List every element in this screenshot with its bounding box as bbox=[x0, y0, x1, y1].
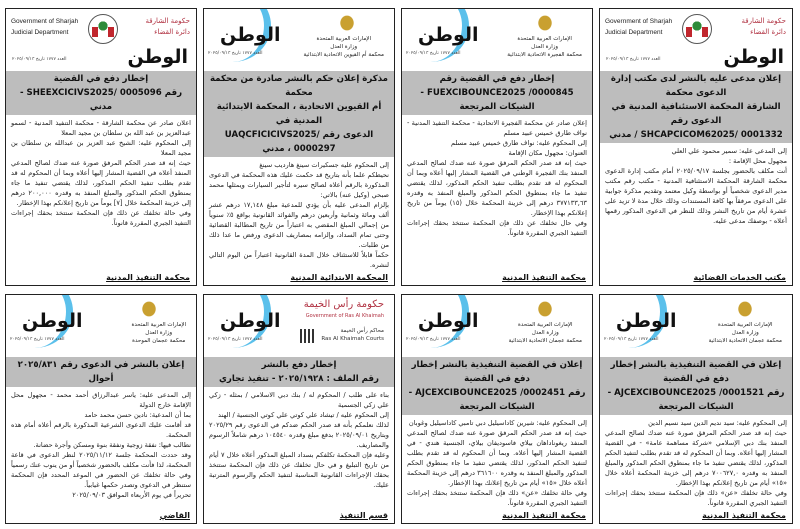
issue-date: العدد ١٧٧٧ تاريخ ٢٠٢٥/٠٩/١٣ bbox=[606, 57, 661, 62]
notice-paragraph: حيث إنه قد صدر الحكم المرفق صورة عنه ضدك لصالح المدعي المنفذ ريغوناداهان بيلاي فاسوديفان بيلاي، الجنسية هندي - في القضية المشار إليها أعلاه. وبما أن المحكوم له قد تقدم بطلب لتنفيذ الحكم المذكور، لذلك يقتضي تنفيذ ما جاء بمنطوق الحكم المذكور والمبلغ المنفذ به وقدره ٣٦١٦٠٠ درهم إلى خزينة المحكمة أعلاه خلال «١٥» أيام من تاريخ إعلانك بهذا الإخطار. bbox=[407, 429, 587, 487]
notice-paragraph: قد أقامت عليك الدعوى الشرعية المذكورة بالرقم أعلاه أمام هذه المحكمة. bbox=[11, 421, 191, 439]
notice-signature: قسم التنفيذ bbox=[339, 511, 388, 520]
newspaper-logo: الوطن bbox=[220, 310, 281, 332]
ministry-line: محكمة عجمان الاتحادية الابتدائية bbox=[508, 338, 582, 344]
uae-emblem-icon bbox=[140, 299, 158, 319]
newspaper-logo: الوطن bbox=[127, 46, 188, 68]
gov-en-line: Judicial Department bbox=[605, 29, 663, 36]
notice-header bbox=[6, 295, 196, 357]
notice-paragraph: إلى المدعى عليه: سمير محمود علي العلي bbox=[671, 147, 787, 155]
notice-title bbox=[600, 71, 792, 143]
ministry-line: وزارة العدل bbox=[531, 44, 559, 50]
notice-body bbox=[600, 143, 792, 226]
ministry-line: الإمارات العربية المتحدة bbox=[517, 36, 572, 42]
ministry-name bbox=[303, 35, 384, 59]
notice-title-line: إعلان في القضية التنفيذية بالنشر إخطار دفع في القضية bbox=[610, 360, 782, 384]
ministry-name bbox=[507, 35, 582, 59]
notice-signature: محكمة التنفيذ المدنية bbox=[106, 273, 190, 282]
notice-title-line: مذكرة إعلان حكم بالنشر صادرة من محكمة محكمة bbox=[209, 74, 389, 98]
notice-paragraph: اعلان صادر عن محكمة الشارقة - محكمة التنفيذ المدنية - لسمو عبدالعزيز بن عبد الله بن سلطان بن مجيد المعلا bbox=[11, 119, 191, 137]
uae-emblem-icon bbox=[338, 13, 356, 33]
government-name-en bbox=[605, 16, 672, 38]
notice-card bbox=[401, 8, 593, 286]
sharjah-emblem-icon bbox=[682, 14, 712, 44]
notice-paragraph: وفي حالة تخلفك «عن» ذلك فإن المحكمة ستتخذ بحقك إجراءات التنفيذ الجبري المقررة قانوناً. bbox=[407, 489, 587, 507]
notice-title-line: إعلان بالنشر في الدعوى رقم ٢٠٢٥/٨٣١ أحوال bbox=[17, 360, 185, 384]
notice-body bbox=[204, 157, 394, 270]
sharjah-emblem-icon bbox=[88, 14, 118, 44]
notice-title-line: رقم AJCEXCIBOUNCE2025 /0002451 - الشيكات المرتجعة bbox=[408, 388, 586, 412]
gov-ar-line: حكومة الشارقة bbox=[145, 17, 190, 25]
gov-en-line: Judicial Department bbox=[11, 29, 69, 36]
notice-title bbox=[402, 357, 592, 415]
notice-signature: محكمة التنفيذ المدنية bbox=[502, 273, 586, 282]
notice-paragraph: مجهول محل الإقامة : bbox=[728, 157, 787, 165]
notice-paragraph: وفي حال تخلفك عن ذلك فإن المحكمة ستتخذ بحقك إجراءات التنفيذ الجبري المقررة قانوناً. bbox=[407, 219, 587, 237]
notice-paragraph: وفي حالة تخلفك عن ذلك فإن المحكمة ستتخذ بحقك إجراءات التنفيذ الجبري المقررة قانوناً. bbox=[11, 209, 191, 227]
notice-header bbox=[402, 9, 592, 71]
notice-header bbox=[600, 295, 792, 357]
ministry-line: الإمارات العربية المتحدة bbox=[718, 322, 773, 328]
notice-body bbox=[600, 415, 792, 508]
notice-title-line: إعلان مدعى عليه بالنشر لدى مكتب إدارة الدعوى محكمة bbox=[610, 74, 782, 98]
notice-title bbox=[204, 71, 394, 157]
issue-date: العدد ١٧٧٧ تاريخ ٢٠٢٥/٠٩/١٣ bbox=[604, 337, 659, 342]
ministry-line: وزارة العدل bbox=[531, 330, 559, 336]
rak-courts-name bbox=[321, 327, 384, 343]
notice-title bbox=[6, 357, 196, 387]
notice-paragraph: وفي حالة تخلفك «عن» ذلك فإن المحكمة ستتخذ بحقك إجراءات التنفيذ الجبري المقررة قانوناً. bbox=[605, 489, 787, 507]
issue-date: العدد ١٧٧٧ تاريخ ٢٠٢٥/٠٩/١٣ bbox=[208, 337, 263, 342]
notice-title-line: الدعوى رقم UAQCFICICIVS2025/ 0000297 ، مدني bbox=[224, 130, 374, 154]
notice-body bbox=[6, 387, 196, 500]
ministry-line: وزارة العدل bbox=[330, 44, 358, 50]
notice-title bbox=[204, 357, 394, 387]
notice-card bbox=[5, 294, 197, 524]
notice-paragraph: بناء على طلب / المحكوم له / بنك دبي الاسلامي / بمثله - زكي علي زكي الجسمية bbox=[209, 391, 389, 409]
courts-pillars-icon bbox=[300, 329, 314, 343]
issue-date: العدد ١٧٧٧ تاريخ ٢٠٢٥/٠٩/١٣ bbox=[208, 51, 263, 56]
ministry-name bbox=[131, 321, 186, 345]
notice-paragraph: وقد حددت المحكمة جلسة ٢٠٢٥/١١/١٢ لنظر الدعوى في قاعة المحكمة، لذا فأنت مكلف بالحضور شخصياً أو من ينوب عنك رسمياً وفي حالة تخلفك عن الحضور في الموعد المحدد فإن المحكمة ستنظر في الدعوى وتصدر حكمها غيابياً. bbox=[11, 451, 192, 489]
notice-signature: محكمة التنفيذ المدنية bbox=[702, 511, 786, 520]
notice-body bbox=[402, 415, 592, 508]
notice-paragraph: إلى المحكوم عليه جسكيرات سينغ هارديب سينغ bbox=[259, 161, 389, 169]
ministry-name bbox=[509, 321, 582, 345]
notice-title-line: إخطار دفع في القضية bbox=[53, 74, 149, 84]
notice-title-line: FUEXCIBOUNCE2025 /0000845 - الشيكات المرتجعة bbox=[420, 88, 574, 112]
issue-date: العدد ١٧٧٧ تاريخ ٢٠٢٥/٠٩/١٣ bbox=[406, 51, 461, 56]
flag-icon bbox=[702, 27, 708, 37]
newspaper-logo: الوطن bbox=[418, 310, 479, 332]
notice-paragraph: بما أن المدعية: نادين حسن محمد حامد bbox=[84, 411, 191, 419]
notice-title-line: رقم AJCEXCIBOUNCE2025 /0001521 - الشيكات المرتجعة bbox=[607, 388, 785, 412]
notice-paragraph: حيث إنه قد صدر الحكم المرفق صورة عنه ضدك لصالح المدعي المنفذ بنك دبي الإسلامي «شركة مساهمة عامة» - في القضية المشار إليها أعلاه. وبما أن المحكوم له قد تقدم بطلب لتنفيذ الحكم المذكور، لذلك يقتضي تنفيذ ما جاء بمنطوق الحكم المذكور والمبلغ المنفذ به وقدره ٧٠٠٦٢٧,٠ درهم إلى خزينة المحكمة أعلاه خلال «١٥» أيام من تاريخ إعلانكم بهذا الإخطار. bbox=[605, 429, 787, 487]
newspaper-logo: الوطن bbox=[418, 24, 479, 46]
issue-date: العدد ١٧٧٧ تاريخ ٢٠٢٥/٠٩/١٣ bbox=[10, 337, 65, 342]
notice-title-line: أم القيوين الاتحادية ، المحكمة الابتدائية المدنية في bbox=[216, 102, 382, 126]
notice-title-line: إخطار دفع في القضية رقم bbox=[439, 74, 555, 84]
flag-icon bbox=[92, 27, 98, 37]
ministry-line: وزارة العدل bbox=[145, 330, 173, 336]
ministry-line: الإمارات العربية المتحدة bbox=[316, 36, 371, 42]
notice-paragraph: أنت مكلف بالحضور بجلسة ٢٠٢٥/٠٩/١٧ أمام مكتب إدارة الدعوى محكمة الشارقة المحكمة الاستئنافية المدنية - مكتب رقم مكتب مدير الدعوى شخصياً أو بواسطة وكيل معتمد وتقديم مذكرة جوابية على الدعوى مرفقاً بها كافة المستندات وذلك خلال مدة لا تزيد على عشرة أيام من تاريخ النشر وذلك للنظر في الدعوى المذكور رقمها أعلاه - بوصفك مدعى عليه. bbox=[605, 167, 787, 225]
notice-title-line: إخطار دفع بالنشر bbox=[261, 360, 337, 370]
flag-icon bbox=[686, 27, 692, 37]
notice-paragraph: وعليه فإن المحكمة تكلفكم بسداد المبلغ المذكور أعلاه خلال ٧ أيام من تاريخ التبليغ و في حال تخلفك عن ذلك فإن المحكمة ستتخذ بحقك الإجراءات القانونية المناسبة لتنفيذ الحكم والرسوم المترتبة عليك. bbox=[209, 451, 389, 489]
newspaper-logo: الوطن bbox=[220, 24, 281, 46]
notice-title-line: إعلان في القضية التنفيذية بالنشر إخطار دفع في القضية bbox=[411, 360, 583, 384]
notice-card bbox=[599, 8, 793, 286]
notice-title-line: SHCAPCICOM62025/ 0001332 / مدني bbox=[609, 130, 783, 140]
rak-courts-line: محاكم رأس الخيمة bbox=[340, 328, 384, 334]
notice-paragraph: إلى المدعى عليه: ياسر عبدالرزاق أحمد محمد - مجهول محل الإقامة خارج الدولة bbox=[11, 391, 191, 409]
notice-paragraph: إلى المحكوم عليه: الشيخ عبد العزيز بن عبدالله بن سلطان بن مجيد المعلا bbox=[11, 139, 191, 157]
ministry-line: محكمة أم القيوين الاتحادية الابتدائية bbox=[303, 52, 384, 58]
notice-paragraph: لذلك نعلمكم بأنه قد صدر الحكم ضدكم في الدعوى رقم ٢٠٢٥/٢٩ وبتاريخ ٢٠٢٥/٠٩/٠١ بدفع مبلغ وقدره ١٠٤٥٤٠ درهم شاملاً الرسوم والمصاريف. bbox=[209, 421, 389, 449]
ministry-line: محكمة عجمان الاتحادية الابتدائية bbox=[708, 338, 782, 344]
notice-paragraph: تحريراً في يوم الأربعاء الموافق ٢٠٢٥/٠٩/٠٣ bbox=[72, 491, 191, 499]
notice-signature: مكتب الخدمات القضائية bbox=[693, 273, 786, 282]
notice-signature: المحكمة الابتدائية المدنية bbox=[290, 273, 388, 282]
notice-body bbox=[402, 115, 592, 238]
newspaper-logo: الوطن bbox=[616, 310, 677, 332]
uae-emblem-icon bbox=[536, 299, 554, 319]
flag-icon bbox=[108, 27, 114, 37]
rak-government-ar: حكومة رأس الخيمة bbox=[303, 299, 384, 310]
uae-emblem-icon bbox=[536, 13, 554, 33]
ministry-line: محكمة عجمان الموحدة bbox=[132, 338, 186, 344]
notice-paragraph: إلى المحكوم عليه / تيشاد علي كوتي علي كوتي الجنسية / الهند bbox=[218, 411, 389, 419]
ministry-line: الإمارات العربية المتحدة bbox=[518, 322, 573, 328]
notice-signature: القاضي bbox=[159, 511, 190, 520]
notice-paragraph: نحيطكم علما بأنه بتاريخ قد حكمت عليك هذه المحكمة في الدعوى المذكورة بالرقم أعلاه لصالح سيره لتأجير السيارات ويمثلها محمد صبحي (وكيل عنه) بالاتي: bbox=[209, 171, 389, 199]
notice-body bbox=[204, 387, 394, 490]
gov-ar-line: حكومة الشارقة bbox=[741, 17, 786, 25]
rak-government-en: Government of Ras Al Khaimah bbox=[305, 313, 384, 319]
notice-paragraph: إعلان صادر عن محكمة الفجيرة الاتحادية - محكمة التنفيذ المدنية - نواف طارق خميس عبيد مسلم bbox=[407, 119, 587, 137]
notice-paragraph: إلى المحكوم عليه: سيد نديم الدين سيد نسيم الدين bbox=[648, 419, 787, 427]
government-name-ar bbox=[146, 16, 190, 38]
government-name-ar bbox=[742, 16, 786, 38]
notice-card bbox=[5, 8, 197, 286]
issue-date: العدد ١٧٧٧ تاريخ ٢٠٢٥/٠٩/١٣ bbox=[12, 57, 67, 62]
ministry-line: وزارة العدل bbox=[731, 330, 759, 336]
notice-paragraph: نطالب فيها: نفقة زوجية ونفقة بنوة ومسكن وأجرة حضانة. bbox=[33, 441, 191, 449]
notice-signature: محكمة التنفيذ المدنية bbox=[502, 511, 586, 520]
notice-paragraph: حيث إنه قد صدر الحكم المرفق صورة عنه ضدك لصالح المدعي المنفذ بنك الفجيرة الوطني في القضية المشار إليها أعلاه وبما أن المحكوم له قد تقدم بطلب تنفيذ الحكم المذكور، لذلك يقتضي تنفيذ ما جاء بمنطوق الحكم المذكور والمبلغ المنفذ به وقدره ٣٧٧١٣٣,٦٣ درهم إلى خزينة المحكمة خلال (١٥) يوماً من تاريخ إعلانكم بهذا الإخطار. bbox=[407, 159, 587, 217]
notice-card bbox=[599, 294, 793, 524]
notice-header bbox=[402, 295, 592, 357]
notice-card bbox=[203, 294, 395, 524]
notice-paragraph: العنوان: مجهول مكان الإقامة bbox=[508, 149, 587, 157]
notice-title-line: رقم SHEEXCICIVS2025/ 0005096 - مدني bbox=[19, 88, 183, 112]
notice-title bbox=[6, 71, 196, 115]
uae-emblem-icon bbox=[736, 299, 754, 319]
notice-header bbox=[600, 9, 792, 71]
newspaper-logo: الوطن bbox=[723, 46, 784, 68]
notice-paragraph: إلى المحكوم عليه: شيرين كاداسيليل دبي تامبي كاداسيليل وغوبان bbox=[408, 419, 587, 427]
notice-title-line: رقم الملف : ٢٠٢٥/١٩٢٨ - تنفيذ تجاري bbox=[219, 374, 379, 384]
gov-ar-line: دائرة القضاء bbox=[154, 28, 190, 36]
issue-date: العدد ١٧٧٧ تاريخ ٢٠٢٥/٠٩/١٣ bbox=[406, 337, 461, 342]
rak-courts-line: Ras Al Khaimah Courts bbox=[321, 336, 384, 342]
newspaper-logo: الوطن bbox=[22, 310, 83, 332]
notice-header bbox=[6, 9, 196, 71]
government-name-en bbox=[11, 16, 78, 38]
notice-header bbox=[204, 295, 394, 357]
notice-card bbox=[203, 8, 395, 286]
notice-title bbox=[600, 357, 792, 415]
notice-card bbox=[401, 294, 593, 524]
notice-paragraph: حكماً قابلاً للاستئناف خلال المدة القانونية اعتباراً من اليوم التالي لنشره. bbox=[209, 251, 389, 269]
notice-paragraph: حيث إنه قد صدر الحكم المرفق صورة عنه ضدك لصالح المدعي المنفذ أعلاه في القضية المشار إليها أعلاه وبما أن المحكوم له قد تقدم بطلب تنفيذ الحكم المذكور، لذلك يقتضي تنفيذ ما جاء بمنطوق الحكم المذكور والمبلغ المنفذ به وقدره ٢٠٠,٠٠٠ درهم إلى خزينة المحكمة خلال [٧] يوماً من تاريخ إعلانكم بهذا الإخطار. bbox=[11, 159, 191, 207]
ministry-line: محكمة الفجيرة الاتحادية الابتدائية bbox=[507, 52, 582, 58]
ministry-name bbox=[709, 321, 782, 345]
notice-paragraph: بإلزام المدعى عليه بأن يؤدي للمدعية مبلغ ١٧,١٤٨ درهم عشر ألف ومائة وثمانية وأربعين درهم والفوائد القانونية بواقع ٥٪ سنوياً من إجمالي المبلغ المقضي به اعتباراً من تاريخ المطالبة القضائية وحتى تمام السداد، وإلزامه بمصاريف الدعوى ورفض ما عدا ذلك من طلبات. bbox=[209, 201, 390, 249]
gov-ar-line: دائرة القضاء bbox=[750, 28, 786, 36]
notice-paragraph: إلى المحكوم عليه: نواف طارق خميس عبيد مسلم bbox=[450, 139, 587, 147]
notice-header bbox=[204, 9, 394, 71]
notice-title bbox=[402, 71, 592, 115]
gov-en-line: Government of Sharjah bbox=[605, 18, 673, 25]
gov-en-line: Government of Sharjah bbox=[11, 18, 79, 25]
ministry-line: الإمارات العربية المتحدة bbox=[131, 322, 186, 328]
notice-body bbox=[6, 115, 196, 228]
notice-title-line: الشارقة المحكمة الاستئنافية المدنية في الدعوى رقم bbox=[611, 102, 781, 126]
